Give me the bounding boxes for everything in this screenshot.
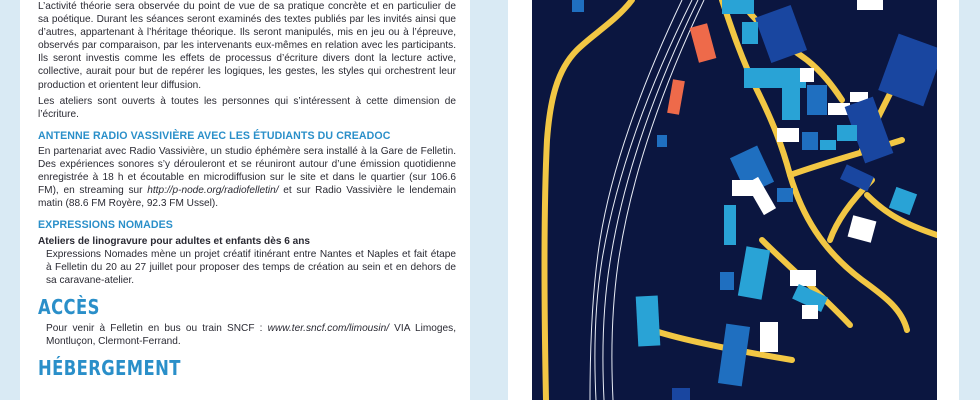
map-panel [508,0,959,400]
radio-paragraph [38,145,456,210]
nomades-heading: EXPRESSIONS NOMADES [38,219,173,232]
acces-paragraph [46,322,456,348]
atelier-paragraph-2: Les ateliers sont ouverts à toutes les personnes qui s’intéressent à cette dimension de l’écriture. [38,95,456,120]
site-map-illustration [532,0,937,400]
text-column [38,0,456,383]
nomades-paragraph: Expressions Nomades mène un projet créatif itinérant entre Nantes et Naples et fait étape à Felletin du 20 au 27 juillet pour proposer des temps de création au sein et en dehors de sa caravane-atelier. [46,248,456,286]
radio-text-b: et sur Radio Vassivière le lendemain matin (88.6 FM Royère, 92.3 FM Ussel). [38,185,456,210]
acces-text-a: Pour venir à Felletin en bus ou train SNCF : [46,322,268,334]
text-panel [20,0,470,400]
radio-text-a: En partenariat avec Radio Vassivière, un studio éphémère sera installé à la Gare de Felletin. Des expériences sonores s’y dérouleront et se réuniront autour d’une émission quotidienne enregistrée à 18 h et écoutable en microdiffusion sur le site et dans le quartier (sur 106.6 FM), en streaming sur [38,145,456,197]
atelier-paragraph-1: L’activité théorie sera observée du point de vue de sa pratique concrète et en particulier de sa poétique. Durant les séances seront examinés des textes publiés par les invités ainsi que d’autres, appartenant à l’héritage théorique. Ils seront manipulés, mis en jeu ou à l’épreuve, observés par comparaison, par les intervenants eux-mêmes en relation avec les participants. Ils seront investis comme les effets de processus d’écriture divers dont la lecture active, collective, aurait pour but de repérer les logiques, les gestes, les styles qui orchestrent leur production et orientent leur diffusion. [38,1,456,91]
radio-stream-link[interactable]: http://p-node.org/radiofelletin/ [147,185,279,197]
hebergement-heading: HÉBERGEMENT [38,356,181,381]
acces-text-b: VIA Limoges, Montluçon, Clermont-Ferrand. [46,322,456,347]
acces-sncf-link[interactable]: www.ter.sncf.com/limousin/ [267,322,389,334]
radio-heading: ANTENNE RADIO VASSIVIÈRE AVEC LES ÉTUDIANTS DU CREADOC [38,129,391,142]
nomades-subtitle: Ateliers de linogravure pour adultes et enfants dès 6 ans [38,235,311,247]
acces-heading: ACCÈS [38,294,100,319]
